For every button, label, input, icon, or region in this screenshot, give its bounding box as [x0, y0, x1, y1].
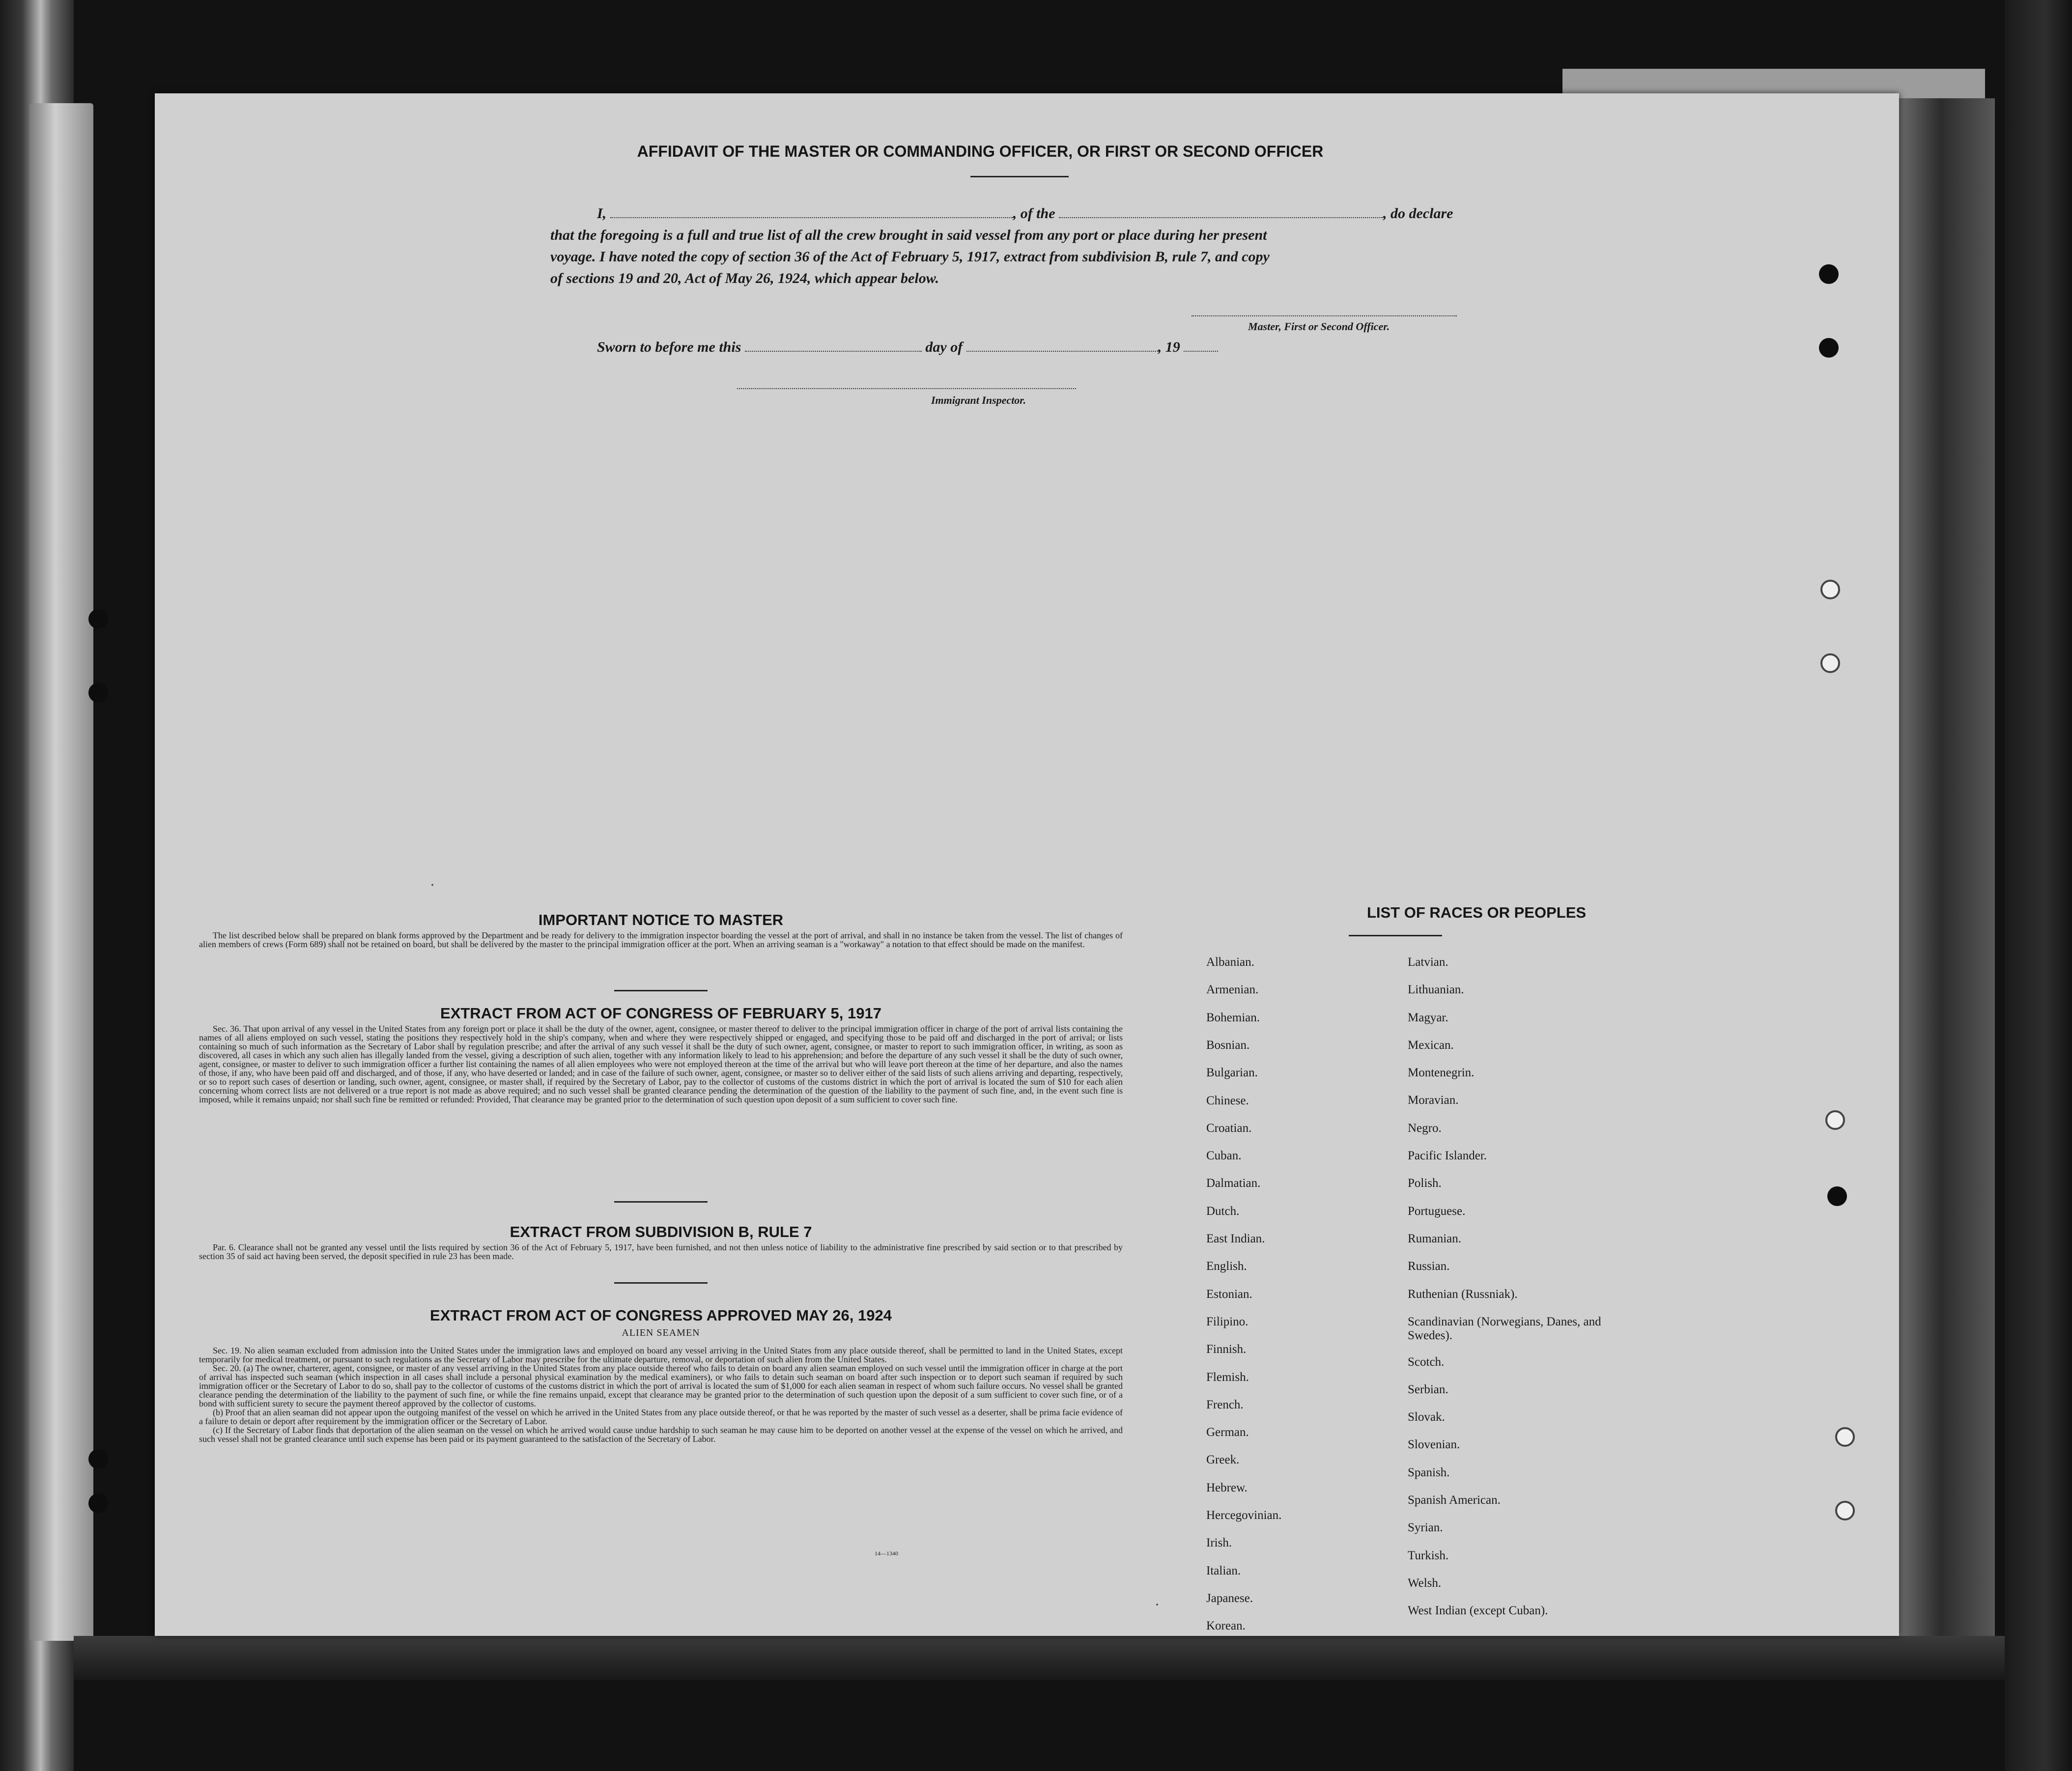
affidavit-title-underline [970, 176, 1069, 177]
race-item: Chinese. [1206, 1094, 1249, 1107]
extract-rule7-divider [614, 1282, 708, 1284]
binder-hole [1820, 580, 1840, 599]
race-item: Bulgarian. [1206, 1066, 1258, 1079]
race-item: Cuban. [1206, 1149, 1242, 1162]
race-item: Italian. [1206, 1564, 1241, 1577]
extract-1917-divider [614, 1201, 708, 1203]
race-item: Spanish. [1408, 1466, 1450, 1479]
scanner-edge-strip [29, 103, 93, 1641]
affidavit-line-4: of sections 19 and 20, Act of May 26, 1924, which appear below. [550, 270, 939, 286]
binder-hole [88, 1493, 108, 1513]
race-item: Slovak. [1408, 1410, 1445, 1424]
race-item: Slovenian. [1408, 1438, 1460, 1451]
races-title: LIST OF RACES OR PEOPLES [1366, 904, 1587, 921]
master-signature-caption: Master, First or Second Officer. [1248, 320, 1390, 333]
race-item: Hercegovinian. [1206, 1509, 1282, 1522]
race-item: Polish. [1408, 1177, 1442, 1190]
extract-rule7-body [199, 1243, 1123, 1261]
extract-1917-body [199, 1024, 1123, 1104]
section-20c-paragraph: (c) If the Secretary of Labor finds that deportation of the alien seaman on the vessel on which he arrived would cause undue hardship to such seaman he may cause him to be deported on another vessel at the expense of the vessel on which he arrived, and such vessel shall not be granted clearance until such expense has been paid or its payment guaranteed to the satisfaction of the Secretary of Labor. [199, 1425, 1123, 1444]
extract-rule7-title: EXTRACT FROM SUBDIVISION B, RULE 7 [510, 1223, 812, 1240]
scan-speck: · [430, 877, 435, 893]
race-item: Armenian. [1206, 983, 1259, 996]
race-item: Scotch. [1408, 1355, 1445, 1369]
race-item: Irish. [1206, 1536, 1232, 1549]
section-36-paragraph: Sec. 36. That upon arrival of any vessel in the United States from any foreign port or place it shall be the duty of the owner, agent, consignee, or master thereof to deliver to the principal immigration officer in charge of the port of arrival lists containing the names of all aliens employed on such vessel, stating the positions they respectively hold in the ship's company, when and where they were respectively shipped or engaged, and specifying those to be paid off and discharged in the port of arrival; or lists containing so much of such information as the Secretary of Labor shall by regulation prescribe; and after the arrival of any such vessel it shall be the duty of such owner, agent, consignee, or master to report to such immigration officer, in writing, as soon as discovered, all cases in which any such alien has illegally landed from the vessel, giving a description of such alien, together with any information likely to lead to his apprehension; and before the departure of any such vessel it shall be the duty of such owner, agent, consignee, or master to deliver to such immigration officer a further list containing the names of all alien employees who were not employed thereon at the time of the arrival but who will leave port thereon at the time of her departure, and also the names of those, if any, who have been paid off and discharged, and of those, if any, who have deserted or landed; and in case of the failure of such owner, agent, consignee, or master so to deliver either of the said lists of such aliens arriving and departing, respectively, or so to report such cases of desertion or landing, such owner, agent, consignee, or master shall, if required by the Secretary of Labor, pay to the collector of customs of the customs district in which the port of arrival is located the sum of $10 for each alien concerning whom correct lists are not delivered or a true report is not made as above required; and no such vessel shall be granted clearance pending the determination of the question of the liability to the payment of such fine, and, in the event such fine is imposed, while it remains unpaid; nor shall such fine be remitted or refunded: Provided, That clearance may be granted prior to the determination of such question upon deposit of a sum sufficient to cover such fine. [199, 1024, 1123, 1104]
crew-list-back-page [155, 93, 1899, 1636]
race-item: Estonian. [1206, 1288, 1252, 1301]
race-item: East Indian. [1206, 1232, 1265, 1245]
race-item: Montenegrin. [1408, 1066, 1475, 1079]
race-item: Finnish. [1206, 1343, 1247, 1356]
binder-hole [1819, 338, 1839, 358]
race-item: Rumanian. [1408, 1232, 1462, 1245]
sworn-month-blank [966, 341, 1158, 352]
extract-1924-body [199, 1346, 1123, 1443]
affidavit-line-2: that the foregoing is a full and true list of all the crew brought in said vessel from any port or place during her present [550, 227, 1267, 243]
race-item: Dalmatian. [1206, 1177, 1261, 1190]
scanner-frame-right [1897, 98, 1995, 1656]
extract-1924-title: EXTRACT FROM ACT OF CONGRESS APPROVED MAY 26, 1924 [430, 1307, 892, 1324]
notice-body [199, 931, 1123, 949]
race-item: Croatian. [1206, 1122, 1252, 1135]
sworn-prefix: Sworn to before me this [597, 339, 741, 355]
race-item: Syrian. [1408, 1521, 1443, 1534]
vessel-name-blank [1059, 207, 1383, 218]
affidavit-of-the: , of the [1013, 205, 1055, 222]
binder-hole [88, 609, 108, 629]
sworn-day-of: day of [925, 339, 963, 355]
bleed-through-text [1481, 432, 1647, 450]
affidavit-declaration-line [597, 205, 1453, 222]
race-item: Filipino. [1206, 1315, 1249, 1328]
binder-hole [1825, 1110, 1845, 1130]
scanner-edge-right [2005, 0, 2072, 1771]
race-item: Turkish. [1408, 1549, 1449, 1562]
notice-paragraph: The list described below shall be prepared on blank forms approved by the Department and be ready for delivery to the immigration inspector boarding the vessel at the port of arrival, and shall in no instance be taken from the vessel. The list of changes of alien members of crews (Form 689) shall not be retained on board, but shall be delivered by the master to the principal immigration officer at the port. When an arriving seaman is a "workaway" a notation to that effect should be made on the manifest. [199, 930, 1123, 949]
race-item: Albanian. [1206, 956, 1254, 969]
race-item: Flemish. [1206, 1371, 1249, 1384]
race-item: Dutch. [1206, 1205, 1240, 1218]
notice-title: IMPORTANT NOTICE TO MASTER [538, 911, 784, 928]
race-item: Portuguese. [1408, 1205, 1466, 1218]
race-item: Scandinavian (Norwegians, Danes, and Swedes). [1408, 1315, 1601, 1342]
sworn-line [597, 339, 1218, 356]
sworn-year-blank [1184, 341, 1218, 352]
race-item: Negro. [1408, 1122, 1442, 1135]
affidavit-i: I, [597, 205, 607, 222]
race-item: Bosnian. [1206, 1039, 1250, 1052]
section-20b-paragraph: (b) Proof that an alien seaman did not appear upon the outgoing manifest of the vessel on which he arrived in the United States from any place outside thereof, or that he was reported by the master of such vessel as a deserter, shall be prima facie evidence of a failure to detain or deport after requirement by the immigration officer or the Secretary of Labor. [199, 1407, 1123, 1426]
binder-hole [1835, 1501, 1855, 1520]
rule7-paragraph: Par. 6. Clearance shall not be granted any vessel until the lists required by section 36 of the Act of February 5, 1917, have been furnished, and not then unless notice of liability to the administrative fine prescribed by said section or to that prescribed by section 35 of said act having been served, the deposit specified in rule 23 has been made. [199, 1242, 1123, 1261]
race-item: Pacific Islander. [1408, 1149, 1487, 1162]
inspector-signature-line [737, 387, 1076, 389]
master-signature-line [1192, 314, 1457, 316]
race-item: Ruthenian (Russniak). [1408, 1288, 1518, 1301]
race-item: Latvian. [1408, 956, 1448, 969]
extract-1917-title: EXTRACT FROM ACT OF CONGRESS OF FEBRUARY 5, 1917 [440, 1005, 881, 1022]
notice-divider [614, 990, 708, 991]
race-item: Welsh. [1408, 1576, 1442, 1590]
race-item: Japanese. [1206, 1592, 1253, 1605]
race-item: Lithuanian. [1408, 983, 1464, 996]
affidavit-title: AFFIDAVIT OF THE MASTER OR COMMANDING OFFICER, OR FIRST OR SECOND OFFICER [637, 142, 1324, 160]
binder-hole [88, 1449, 108, 1469]
binder-hole [1820, 653, 1840, 673]
officer-name-blank [610, 207, 1013, 218]
scan-speck: · [1155, 1597, 1160, 1613]
race-item: Russian. [1408, 1260, 1450, 1273]
race-item: German. [1206, 1426, 1249, 1439]
races-title-underline [1349, 935, 1442, 936]
sworn-year: , 19 [1158, 339, 1180, 355]
form-number: 14—1340 [875, 1550, 898, 1557]
race-item: Magyar. [1408, 1011, 1448, 1024]
race-item: Bohemian. [1206, 1011, 1260, 1024]
race-item: Spanish American. [1408, 1493, 1501, 1507]
race-item: Mexican. [1408, 1039, 1454, 1052]
section-19-paragraph: Sec. 19. No alien seaman excluded from admission into the United States under the immigration laws and employed on board any vessel arriving in the United States from any place outside thereof, shall be permitted to land in the United States, except temporarily for medical treatment, or pursuant to such regulations as the Secretary of Labor may prescribe for the ultimate departure, removal, or deportation of such alien from the United States. [199, 1346, 1123, 1364]
scanner-frame-bottom [74, 1636, 2005, 1680]
binder-hole [1819, 264, 1839, 284]
alien-seamen-subtitle: ALIEN SEAMEN [622, 1327, 700, 1338]
binder-hole [88, 683, 108, 703]
race-item: French. [1206, 1398, 1244, 1411]
race-item: Moravian. [1408, 1094, 1459, 1107]
race-item: Serbian. [1408, 1383, 1448, 1396]
race-item: Greek. [1206, 1453, 1240, 1466]
race-item: West Indian (except Cuban). [1408, 1604, 1548, 1617]
affidavit-line-3: voyage. I have noted the copy of section 36 of the Act of February 5, 1917, extract from subdivision B, rule 7, and copy [550, 249, 1270, 265]
binder-hole [1835, 1427, 1855, 1447]
race-item: English. [1206, 1260, 1247, 1273]
race-item: Hebrew. [1206, 1481, 1248, 1494]
race-item: Korean. [1206, 1619, 1246, 1632]
affidavit-do-declare: , do declare [1383, 205, 1453, 222]
binder-hole [1827, 1186, 1847, 1206]
sworn-day-blank [745, 341, 922, 352]
inspector-signature-caption: Immigrant Inspector. [931, 394, 1026, 406]
section-20a-paragraph: Sec. 20. (a) The owner, charterer, agent, consignee, or master of any vessel arriving in the United States from any place outside thereof who fails to detain on board any alien seaman employed on such vessel until the immigration officer in charge at the port of arrival has inspected such seaman (which inspection in all cases shall include a personal physical examination by the medical examiners), or who fails to detain such seaman on board after such inspection or to deport such seaman if required by such immigration officer or the Secretary of Labor to do so, shall pay to the collector of customs of the customs district in which the port of arrival is located the sum of $1,000 for each alien seaman in respect of whom such failure occurs. No vessel shall be granted clearance pending the determination of the liability to the payment of such fine, or while the fine remains unpaid, except that clearance may be granted prior to the determination of such question upon the deposit of a sum sufficient to cover such fine, or of a bond with sufficient surety to secure the payment thereof approved by the collector of customs. [199, 1363, 1123, 1408]
